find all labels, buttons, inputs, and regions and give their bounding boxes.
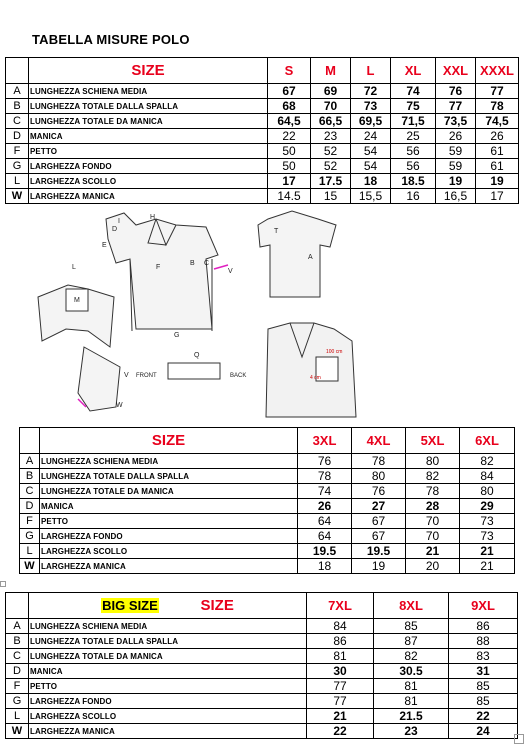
value-cell: 73,5 — [436, 114, 476, 129]
row-code: L — [20, 544, 40, 559]
value-cell: 64,5 — [268, 114, 311, 129]
row-code: A — [20, 454, 40, 469]
table-row — [6, 664, 518, 679]
row-code: G — [6, 159, 29, 174]
value-cell: 17 — [476, 189, 519, 204]
diagram-letter-i: I — [118, 218, 120, 225]
row-label: PETTO — [40, 514, 298, 529]
value-cell: 21.5 — [374, 709, 449, 724]
value-cell: 26 — [476, 129, 519, 144]
value-cell: 78 — [406, 484, 460, 499]
value-cell: 88 — [449, 634, 518, 649]
value-cell: 64 — [298, 529, 352, 544]
table-row — [20, 559, 515, 574]
row-label: LARGHEZZA MANICA — [29, 724, 307, 739]
value-cell: 56 — [391, 159, 436, 174]
value-cell: 83 — [449, 649, 518, 664]
row-label: LARGHEZZA FONDO — [40, 529, 298, 544]
value-cell: 30 — [307, 664, 374, 679]
size-col-m: M — [311, 58, 351, 84]
value-cell: 64 — [298, 514, 352, 529]
diagram-letter-h: H — [150, 214, 156, 221]
value-cell: 54 — [351, 144, 391, 159]
row-code: B — [6, 99, 29, 114]
diagram-letter-w: W — [116, 402, 123, 409]
table-row — [6, 129, 519, 144]
value-cell: 19.5 — [298, 544, 352, 559]
value-cell: 73 — [460, 529, 515, 544]
size-col-3xl: 3XL — [298, 428, 352, 454]
row-label: LUNGHEZZA TOTALE DA MANICA — [29, 649, 307, 664]
diagram-letter-g: G — [174, 332, 180, 339]
size-col-xl: XL — [391, 58, 436, 84]
value-cell: 25 — [391, 129, 436, 144]
value-cell: 15 — [311, 189, 351, 204]
row-code: F — [6, 144, 29, 159]
table-row — [6, 649, 518, 664]
value-cell: 19.5 — [352, 544, 406, 559]
row-code: W — [20, 559, 40, 574]
value-cell: 86 — [449, 619, 518, 634]
size-header — [29, 593, 307, 619]
size-header: SIZE — [40, 428, 298, 454]
value-cell: 84 — [307, 619, 374, 634]
size-col-xxl: XXL — [436, 58, 476, 84]
table-row — [6, 99, 519, 114]
value-cell: 77 — [307, 679, 374, 694]
size-table-extended — [19, 427, 515, 574]
row-label: LARGHEZZA SCOLLO — [29, 709, 307, 724]
value-cell: 70 — [406, 514, 460, 529]
table-row — [6, 694, 518, 709]
row-code: A — [6, 84, 29, 99]
size-col-4xl: 4XL — [352, 428, 406, 454]
page-corner-marker — [514, 734, 524, 744]
row-code: C — [6, 649, 29, 664]
value-cell: 73 — [460, 514, 515, 529]
diagram-letter-l: L — [72, 264, 76, 271]
table-row — [20, 454, 515, 469]
value-cell: 52 — [311, 144, 351, 159]
row-code: F — [6, 679, 29, 694]
value-cell: 80 — [460, 484, 515, 499]
row-code: B — [20, 469, 40, 484]
value-cell: 87 — [374, 634, 449, 649]
row-label: LARGHEZZA MANICA — [40, 559, 298, 574]
value-cell: 81 — [374, 679, 449, 694]
diagram-letter-a: A — [308, 254, 313, 261]
value-cell: 85 — [449, 679, 518, 694]
value-cell: 18.5 — [391, 174, 436, 189]
value-cell: 54 — [351, 159, 391, 174]
row-label: LUNGHEZZA TOTALE DALLA SPALLA — [29, 634, 307, 649]
size-col-xxxl: XXXL — [476, 58, 519, 84]
diagram-letter-f: F — [156, 264, 161, 271]
value-cell: 69 — [311, 84, 351, 99]
row-code: C — [20, 484, 40, 499]
size-col-9xl: 9XL — [449, 593, 518, 619]
row-label: MANICA — [40, 499, 298, 514]
diagram-front-label: FRONT — [136, 373, 157, 379]
row-code: D — [6, 129, 29, 144]
diagram-letter-d: D — [112, 226, 118, 233]
diagram-pocket-label-2: 100 cm — [326, 349, 343, 355]
value-cell: 86 — [307, 634, 374, 649]
value-cell: 19 — [436, 174, 476, 189]
value-cell: 26 — [298, 499, 352, 514]
value-cell: 29 — [460, 499, 515, 514]
row-label: LUNGHEZZA SCHIENA MEDIA — [29, 84, 268, 99]
table-row — [6, 189, 519, 204]
diagram-back-label: BACK — [230, 373, 247, 379]
row-label: LUNGHEZZA SCHIENA MEDIA — [40, 454, 298, 469]
page-title: TABELLA MISURE POLO — [32, 32, 190, 47]
size-table-big — [5, 592, 518, 739]
value-cell: 81 — [374, 694, 449, 709]
size-col-7xl: 7XL — [307, 593, 374, 619]
value-cell: 21 — [406, 544, 460, 559]
value-cell: 69,5 — [351, 114, 391, 129]
value-cell: 20 — [406, 559, 460, 574]
table-row — [6, 724, 518, 739]
row-code: D — [20, 499, 40, 514]
header-blank — [6, 593, 29, 619]
value-cell: 59 — [436, 159, 476, 174]
value-cell: 77 — [307, 694, 374, 709]
value-cell: 27 — [352, 499, 406, 514]
value-cell: 80 — [352, 469, 406, 484]
row-label: LUNGHEZZA TOTALE DA MANICA — [40, 484, 298, 499]
value-cell: 22 — [307, 724, 374, 739]
value-cell: 85 — [374, 619, 449, 634]
value-cell: 18 — [298, 559, 352, 574]
value-cell: 18 — [351, 174, 391, 189]
value-cell: 67 — [352, 514, 406, 529]
value-cell: 28 — [406, 499, 460, 514]
page-marker — [0, 581, 6, 587]
table-row — [6, 114, 519, 129]
value-cell: 78 — [352, 454, 406, 469]
row-code: B — [6, 634, 29, 649]
table-row — [20, 499, 515, 514]
value-cell: 68 — [268, 99, 311, 114]
size-header: SIZE — [29, 58, 268, 84]
row-label: PETTO — [29, 144, 268, 159]
header-blank — [6, 58, 29, 84]
value-cell: 22 — [268, 129, 311, 144]
row-label: MANICA — [29, 664, 307, 679]
value-cell: 16,5 — [436, 189, 476, 204]
value-cell: 17.5 — [311, 174, 351, 189]
value-cell: 77 — [436, 99, 476, 114]
value-cell: 76 — [352, 484, 406, 499]
value-cell: 74 — [298, 484, 352, 499]
row-code: L — [6, 709, 29, 724]
value-cell: 30.5 — [374, 664, 449, 679]
row-code: L — [6, 174, 29, 189]
row-code: G — [20, 529, 40, 544]
table-row — [6, 679, 518, 694]
value-cell: 85 — [449, 694, 518, 709]
row-label: LUNGHEZZA TOTALE DALLA SPALLA — [29, 99, 268, 114]
size-col-s: S — [268, 58, 311, 84]
size-label: SIZE — [200, 597, 234, 614]
size-col-8xl: 8XL — [374, 593, 449, 619]
value-cell: 24 — [351, 129, 391, 144]
row-code: W — [6, 189, 29, 204]
big-size-label: BIG SIZE — [102, 598, 158, 613]
value-cell: 23 — [374, 724, 449, 739]
table-row — [6, 144, 519, 159]
value-cell: 80 — [406, 454, 460, 469]
value-cell: 78 — [476, 99, 519, 114]
table-row — [6, 84, 519, 99]
row-label: PETTO — [29, 679, 307, 694]
table-row — [20, 469, 515, 484]
polo-measurement-diagram — [28, 207, 368, 422]
diagram-letter-q: Q — [194, 352, 200, 359]
row-code: D — [6, 664, 29, 679]
table-row — [6, 709, 518, 724]
row-label: LARGHEZZA SCOLLO — [40, 544, 298, 559]
diagram-letter-t: T — [274, 228, 279, 235]
value-cell: 84 — [460, 469, 515, 484]
value-cell: 59 — [436, 144, 476, 159]
value-cell: 76 — [298, 454, 352, 469]
value-cell: 74 — [391, 84, 436, 99]
value-cell: 67 — [352, 529, 406, 544]
value-cell: 71,5 — [391, 114, 436, 129]
table-row — [20, 529, 515, 544]
table-row — [20, 544, 515, 559]
value-cell: 19 — [476, 174, 519, 189]
value-cell: 24 — [449, 724, 518, 739]
row-label: MANICA — [29, 129, 268, 144]
header-blank — [20, 428, 40, 454]
value-cell: 76 — [436, 84, 476, 99]
value-cell: 82 — [406, 469, 460, 484]
value-cell: 52 — [311, 159, 351, 174]
value-cell: 26 — [436, 129, 476, 144]
row-label: LARGHEZZA FONDO — [29, 694, 307, 709]
diagram-letter-e: E — [102, 242, 107, 249]
value-cell: 50 — [268, 159, 311, 174]
value-cell: 23 — [311, 129, 351, 144]
diagram-pocket-label: 4 cm — [310, 375, 321, 381]
value-cell: 21 — [460, 544, 515, 559]
size-table-standard — [5, 57, 519, 204]
diagram-letter-m: M — [74, 297, 80, 304]
value-cell: 21 — [460, 559, 515, 574]
value-cell: 22 — [449, 709, 518, 724]
row-label: LUNGHEZZA SCHIENA MEDIA — [29, 619, 307, 634]
value-cell: 61 — [476, 144, 519, 159]
row-code: F — [20, 514, 40, 529]
row-code: W — [6, 724, 29, 739]
value-cell: 16 — [391, 189, 436, 204]
value-cell: 67 — [268, 84, 311, 99]
table-row — [6, 174, 519, 189]
value-cell: 50 — [268, 144, 311, 159]
value-cell: 75 — [391, 99, 436, 114]
table-row — [20, 514, 515, 529]
table-row — [6, 619, 518, 634]
value-cell: 17 — [268, 174, 311, 189]
value-cell: 61 — [476, 159, 519, 174]
size-col-6xl: 6XL — [460, 428, 515, 454]
size-col-l: L — [351, 58, 391, 84]
value-cell: 19 — [352, 559, 406, 574]
value-cell: 82 — [374, 649, 449, 664]
value-cell: 70 — [311, 99, 351, 114]
table-row — [6, 634, 518, 649]
row-label: LARGHEZZA MANICA — [29, 189, 268, 204]
diagram-letter-b: B — [190, 260, 195, 267]
value-cell: 78 — [298, 469, 352, 484]
row-label: LUNGHEZZA TOTALE DA MANICA — [29, 114, 268, 129]
value-cell: 56 — [391, 144, 436, 159]
value-cell: 15,5 — [351, 189, 391, 204]
row-code: C — [6, 114, 29, 129]
diagram-letter-v: V — [228, 268, 233, 275]
row-label: LUNGHEZZA TOTALE DALLA SPALLA — [40, 469, 298, 484]
diagram-letter-c: C — [204, 260, 210, 267]
value-cell: 81 — [307, 649, 374, 664]
diagram-letter-v2: V — [124, 372, 129, 379]
value-cell: 70 — [406, 529, 460, 544]
value-cell: 66,5 — [311, 114, 351, 129]
value-cell: 31 — [449, 664, 518, 679]
value-cell: 72 — [351, 84, 391, 99]
row-code: G — [6, 694, 29, 709]
row-label: LARGHEZZA SCOLLO — [29, 174, 268, 189]
value-cell: 82 — [460, 454, 515, 469]
table-row — [6, 159, 519, 174]
value-cell: 21 — [307, 709, 374, 724]
value-cell: 73 — [351, 99, 391, 114]
table-row — [20, 484, 515, 499]
row-code: A — [6, 619, 29, 634]
value-cell: 14.5 — [268, 189, 311, 204]
size-col-5xl: 5XL — [406, 428, 460, 454]
value-cell: 77 — [476, 84, 519, 99]
value-cell: 74,5 — [476, 114, 519, 129]
row-label: LARGHEZZA FONDO — [29, 159, 268, 174]
